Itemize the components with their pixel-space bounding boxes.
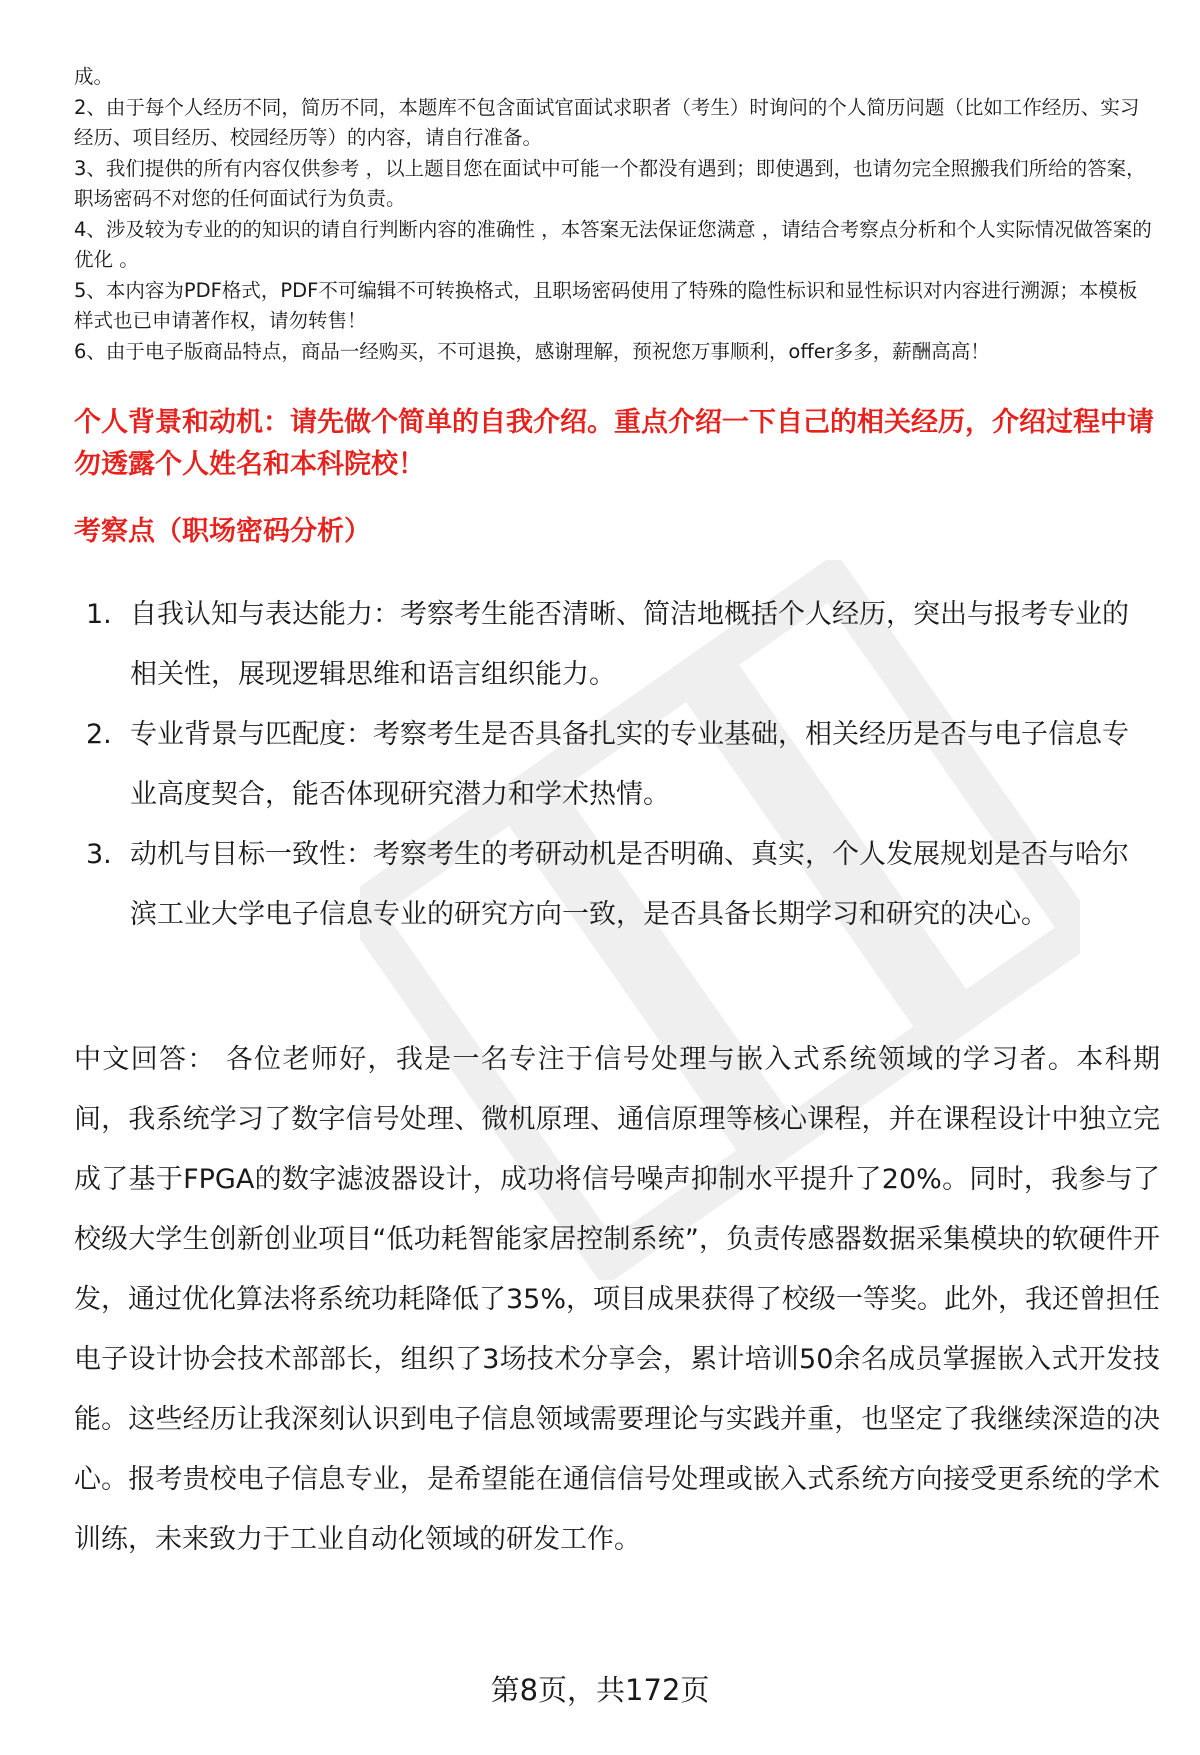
note-line: 成。: [74, 65, 114, 88]
point-number: 3.: [86, 839, 112, 870]
note-line: 3、我们提供的所有内容仅供参考 ，以上题目您在面试中可能一个都没有遇到；即使遇到，也请勿完全照搬我们所给的答案，职场密码不对您的任何面试行为负责。: [74, 156, 1146, 210]
note-line: 6、由于电子版商品特点，商品一经购买，不可退换，感谢理解，预祝您万事顺利，offer多多，薪酬高高！: [74, 339, 990, 363]
note-line: 4、涉及较为专业的的知识的请自行判断内容的准确性 ，本答案无法保证您满意 ，请结合考察点分析和个人实际情况做答案的优化 。: [74, 217, 1152, 271]
analysis-points: [74, 585, 1154, 945]
analysis-point: [74, 705, 1154, 825]
answer-label: 中文回答：: [74, 1044, 216, 1075]
analysis-heading: 考察点（职场密码分析）: [74, 516, 371, 547]
point-number: 1.: [86, 599, 112, 630]
answer-paragraph: [74, 1030, 1160, 1570]
disclaimer-notes: [74, 62, 1154, 367]
analysis-point: [74, 825, 1154, 945]
point-text: 专业背景与匹配度：考察考生是否具备扎实的专业基础，相关经历是否与电子信息专业高度契合，能否体现研究潜力和学术热情。: [130, 719, 1129, 810]
point-text: 动机与目标一致性：考察考生的考研动机是否明确、真实，个人发展规划是否与哈尔滨工业大学电子信息专业的研究方向一致，是否具备长期学习和研究的决心。: [130, 839, 1129, 930]
note-line: 5、本内容为PDF格式，PDF不可编辑不可转换格式，且职场密码使用了特殊的隐性标识和显性标识对内容进行溯源；本模板样式也已申请著作权，请勿转售！: [74, 278, 1138, 332]
note-line: 2、由于每个人经历不同，简历不同，本题库不包含面试官面试求职者（考生）时询问的个人简历问题（比如工作经历、实习经历、项目经历、校园经历等）的内容，请自行准备。: [74, 95, 1140, 149]
point-text: 自我认知与表达能力：考察考生能否清晰、简洁地概括个人经历，突出与报考专业的相关性，展现逻辑思维和语言组织能力。: [130, 599, 1129, 690]
page-number-footer: 第8页，共172页: [490, 1673, 710, 1707]
analysis-point: [74, 585, 1154, 705]
point-number: 2.: [86, 719, 112, 750]
answer-text: 各位老师好，我是一名专注于信号处理与嵌入式系统领域的学习者。本科期间，我系统学习了数字信号处理、微机原理、通信原理等核心课程，并在课程设计中独立完成了基于FPGA的数字滤波器设计，成功将信号噪声抑制水平提升了20%。同时，我参与了校级大学生创新创业项目“低功耗智能家居控制系统”，负责传感器数据采集模块的软硬件开发，通过优化算法将系统功耗降低了35%，项目成果获得了校级一等奖。此外，我还曾担任电子设计协会技术部部长，组织了3场技术分享会，累计培训50余名成员掌握嵌入式开发技能。这些经历让我深刻认识到电子信息领域需要理论与实践并重，也坚定了我继续深造的决心。报考贵校电子信息专业，是希望能在通信信号处理或嵌入式系统方向接受更系统的学术训练，未来致力于工业自动化领域的研发工作。: [74, 1044, 1161, 1555]
interview-question: 个人背景和动机：请先做个简单的自我介绍。重点介绍一下自己的相关经历，介绍过程中请勿透露个人姓名和本科院校！: [74, 407, 1154, 480]
